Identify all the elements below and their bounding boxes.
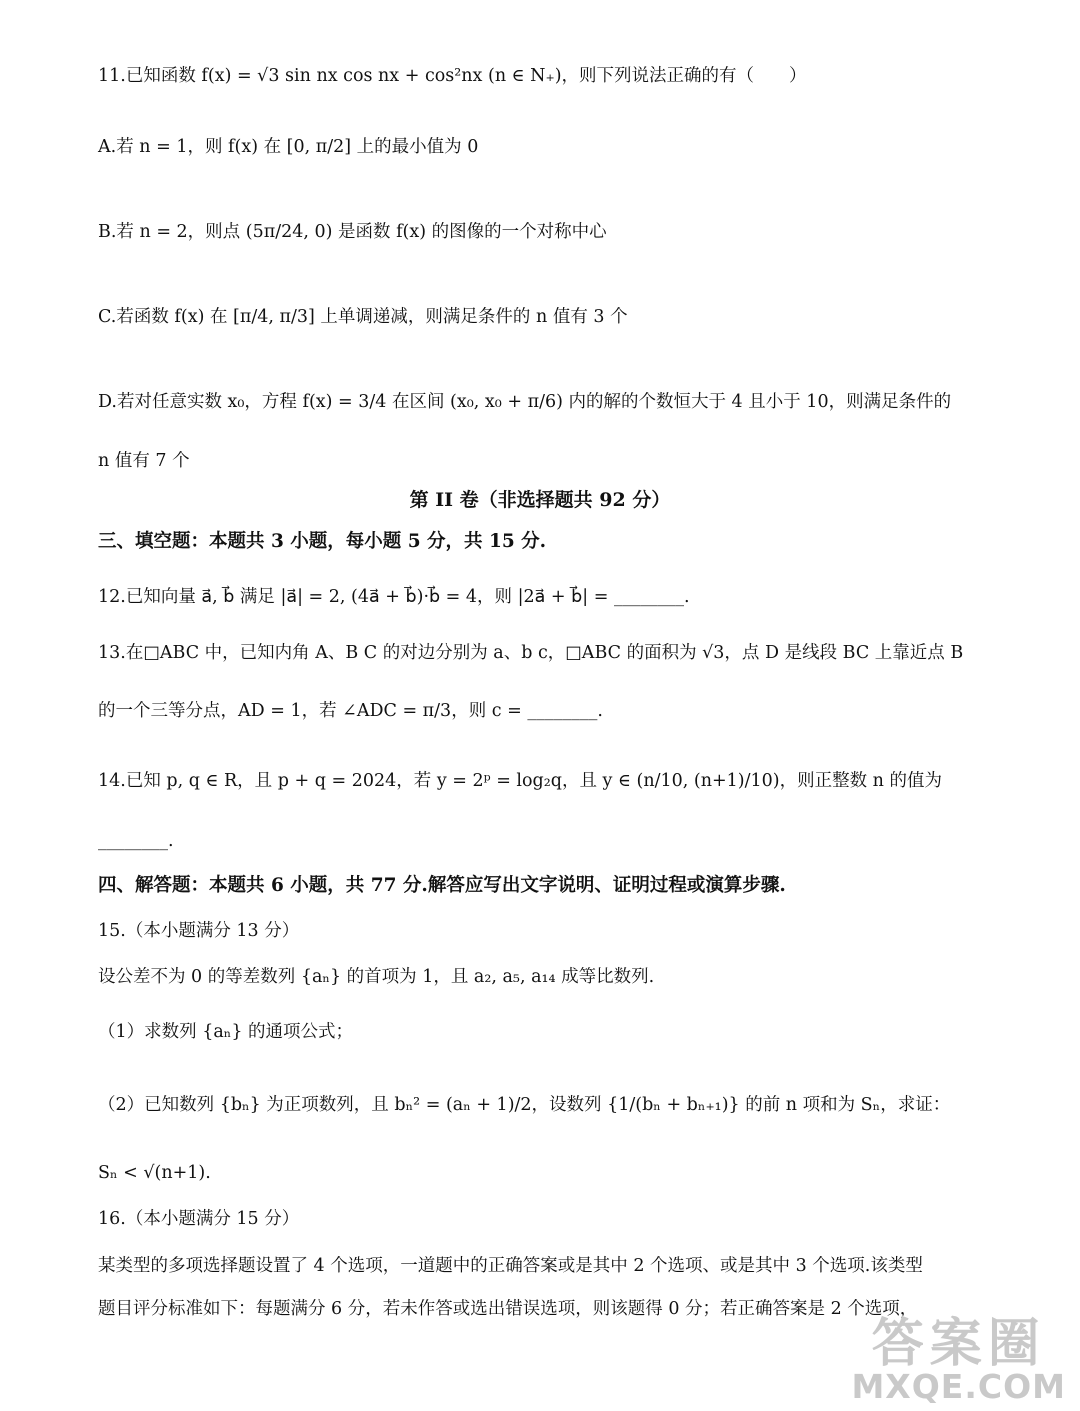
question-13-line1: 13.在□ABC 中，已知内角 A、B C 的对边分别为 a、b c，□ABC 的面积为 √3，点 D 是线段 BC 上靠近点 B: [98, 643, 964, 663]
question-15-part-2: （2）已知数列 {bₙ} 为正项数列，且 bₙ² = (aₙ + 1)/2，设数列 {1/(bₙ + bₙ₊₁)} 的前 n 项和为 Sₙ，求证：: [98, 1095, 951, 1115]
question-11-option-d-line1: D.若对任意实数 x₀，方程 f(x) = 3/4 在区间 (x₀, x₀ + π/6) 内的解的个数恒大于 4 且小于 10，则满足条件的: [98, 392, 952, 412]
watermark-url: MXQE.COM: [851, 1367, 1066, 1407]
question-11-option-c: C.若函数 f(x) 在 [π/4, π/3] 上单调递减，则满足条件的 n 值有 3 个: [98, 307, 628, 327]
question-16-line2: 题目评分标准如下：每题满分 6 分，若未作答或选出错误选项，则该题得 0 分；若正确答案是 2 个选项，: [98, 1299, 918, 1319]
section-4-heading: 四、解答题：本题共 6 小题，共 77 分.解答应写出文字说明、证明过程或演算步骤.: [98, 875, 786, 896]
question-11-option-a: A.若 n = 1，则 f(x) 在 [0, π/2] 上的最小值为 0: [98, 137, 479, 157]
question-11-stem: 11.已知函数 f(x) = √3 sin nx cos nx + cos²nx (n ∈ N₊)，则下列说法正确的有（ ）: [98, 66, 807, 86]
question-11-option-d-line2: n 值有 7 个: [98, 451, 190, 471]
watermark-text: 答案圈: [871, 1314, 1046, 1375]
question-14-line1: 14.已知 p, q ∈ R，且 p + q = 2024，若 y = 2ᵖ = log₂q，且 y ∈ (n/10, (n+1)/10)，则正整数 n 的值为: [98, 771, 942, 791]
watermark-logo: [851, 1314, 1066, 1407]
question-13-line2: 的一个三等分点，AD = 1，若 ∠ADC = π/3，则 c = ________.: [98, 701, 603, 721]
question-16-line1: 某类型的多项选择题设置了 4 个选项，一道题中的正确答案或是其中 2 个选项、或是其中 3 个选项.该类型: [98, 1256, 923, 1276]
question-11-option-b: B.若 n = 2，则点 (5π/24, 0) 是函数 f(x) 的图像的一个对称中心: [98, 222, 607, 242]
question-14-line2: ________.: [98, 831, 174, 851]
question-15-part-2-conclusion: Sₙ < √(n+1).: [98, 1163, 211, 1183]
question-15-header: 15.（本小题满分 13 分）: [98, 921, 300, 941]
section-3-heading: 三、填空题：本题共 3 小题，每小题 5 分，共 15 分.: [98, 531, 547, 552]
question-16-header: 16.（本小题满分 15 分）: [98, 1209, 300, 1229]
question-15-text: 设公差不为 0 的等差数列 {aₙ} 的首项为 1，且 a₂, a₅, a₁₄ 成等比数列.: [98, 967, 655, 987]
question-12: 12.已知向量 a⃗, b⃗ 满足 |a⃗| = 2, (4a⃗ + b⃗)·b⃗ = 4，则 |2a⃗ + b⃗| = ________.: [98, 587, 690, 607]
volume-2-heading: 第 II 卷（非选择题共 92 分）: [409, 489, 671, 511]
question-15-part-1: （1）求数列 {aₙ} 的通项公式；: [98, 1022, 354, 1042]
